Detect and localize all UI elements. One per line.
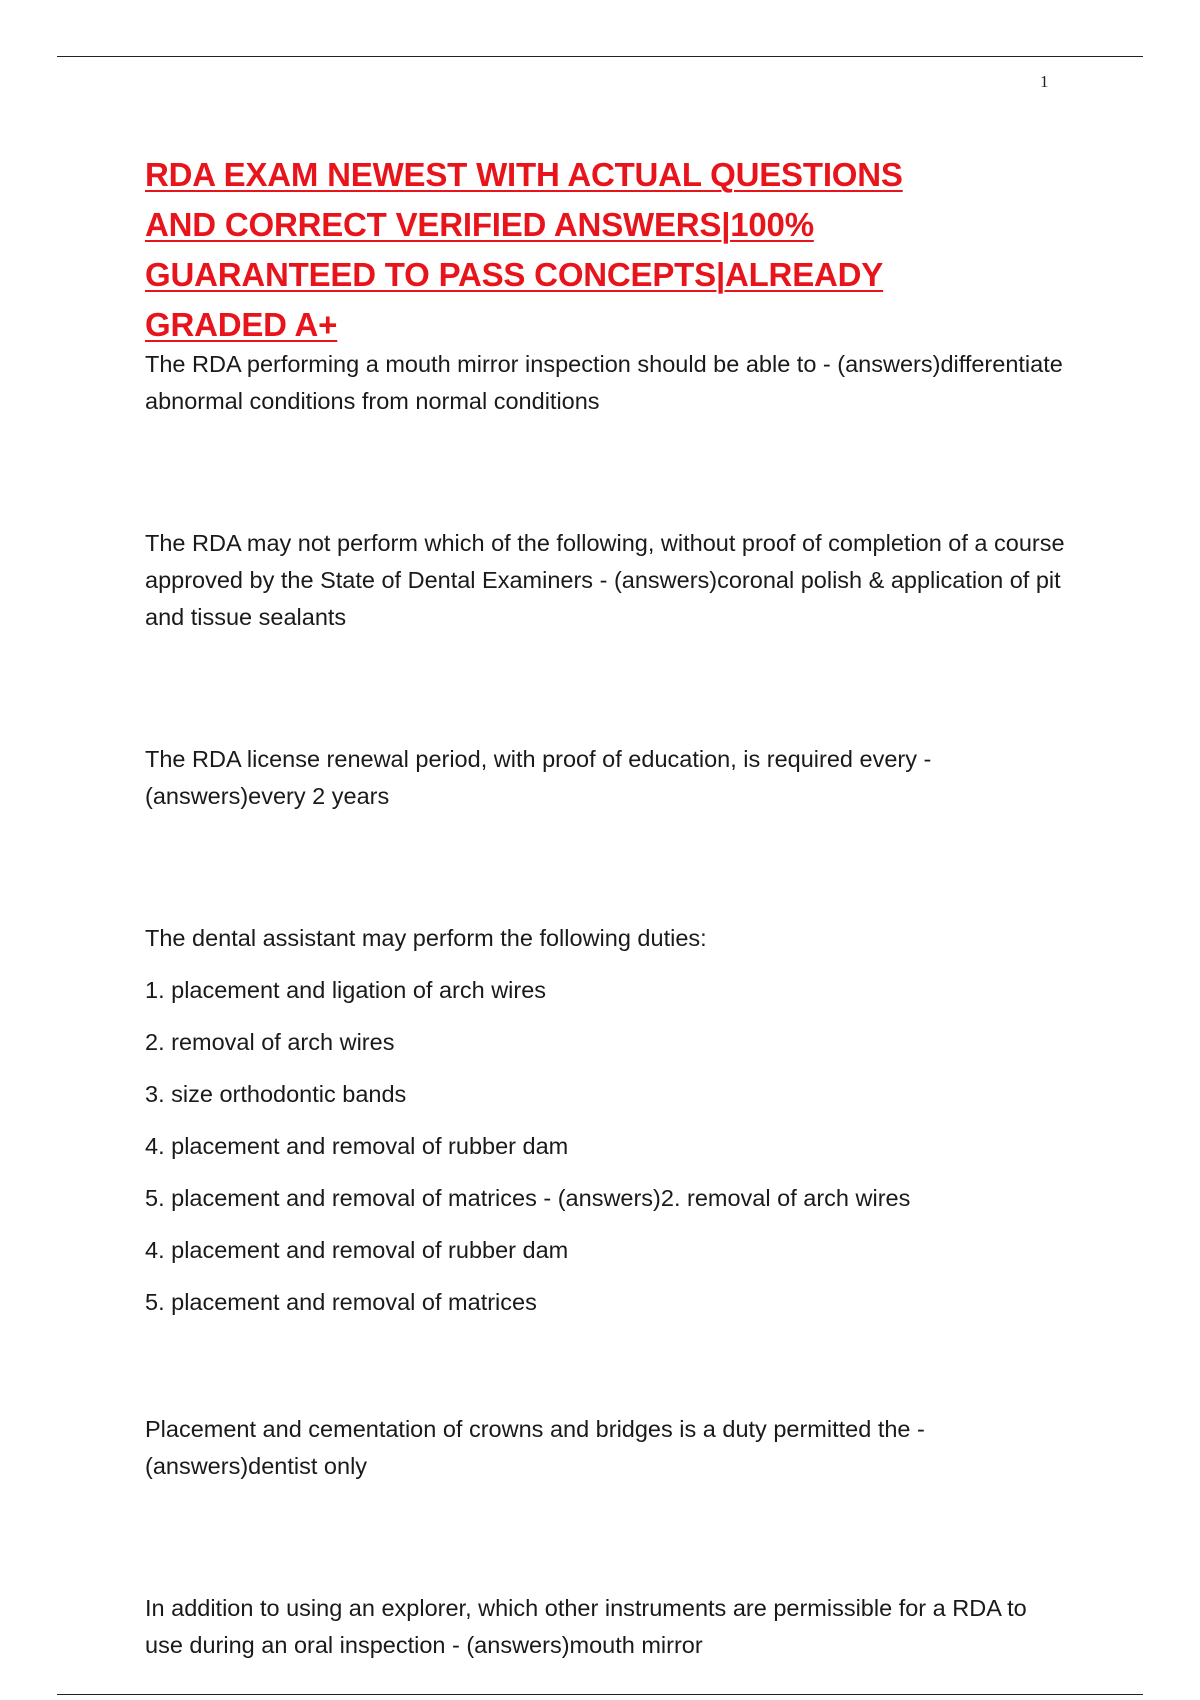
duty-line: 5. placement and removal of matrices	[145, 1289, 537, 1315]
qa-item	[145, 525, 1065, 636]
qa-answer: (answers)dentist only	[145, 1453, 368, 1479]
spacer	[145, 1485, 1065, 1590]
qa-answer: (answers)differentiate abnormal conditions from normal conditions	[145, 351, 1063, 414]
qa-item	[145, 1590, 1065, 1664]
duty-line: 4. placement and removal of rubber dam	[145, 1133, 569, 1159]
qa-question: The RDA may not perform which of the following, without proof of completion of a course approved by the State of Dental Examiners -	[145, 530, 1065, 593]
qa-question: The RDA license renewal period, with proof of education, is required every -	[145, 746, 932, 772]
qa-answer: (answers)mouth mirror	[466, 1632, 703, 1658]
qa-answer: (answers)every 2 years	[145, 783, 390, 809]
qa-question: Placement and cementation of crowns and bridges is a duty permitted the -	[145, 1416, 925, 1442]
title-line: GUARANTEED TO PASS CONCEPTS|ALREADY	[145, 256, 884, 293]
spacer	[145, 1336, 1065, 1411]
spacer	[145, 636, 1065, 741]
spacer	[145, 815, 1065, 920]
qa-item	[145, 346, 1065, 420]
title-line: RDA EXAM NEWEST WITH ACTUAL QUESTIONS	[145, 156, 903, 193]
document-title	[145, 150, 1065, 350]
qa-item	[145, 741, 1065, 815]
page-number: 1	[1040, 72, 1049, 91]
title-line: GRADED A+	[145, 306, 338, 343]
qa-question: In addition to using an explorer, which other instruments are permissible for a RDA to use during an oral inspection -	[145, 1595, 1027, 1658]
document-body	[145, 150, 1065, 1664]
duty-line: 3. size orthodontic bands	[145, 1081, 407, 1107]
duty-line: 4. placement and removal of rubber dam	[145, 1237, 569, 1263]
spacer	[145, 420, 1065, 525]
qa-question: The RDA performing a mouth mirror inspection should be able to -	[145, 351, 838, 377]
qa-answer: (answers)coronal polish & application of pit and tissue sealants	[145, 567, 1061, 630]
qa-item	[145, 1411, 1065, 1485]
duty-line: 2. removal of arch wires	[145, 1029, 395, 1055]
title-line: AND CORRECT VERIFIED ANSWERS|100%	[145, 206, 814, 243]
duties-intro: The dental assistant may perform the following duties:	[145, 925, 707, 951]
footer-rule	[57, 1694, 1143, 1695]
duty-line: 1. placement and ligation of arch wires	[145, 977, 547, 1003]
header-rule	[57, 56, 1143, 57]
duty-line: 5. placement and removal of matrices - (answers)2. removal of arch wires	[145, 1185, 911, 1211]
